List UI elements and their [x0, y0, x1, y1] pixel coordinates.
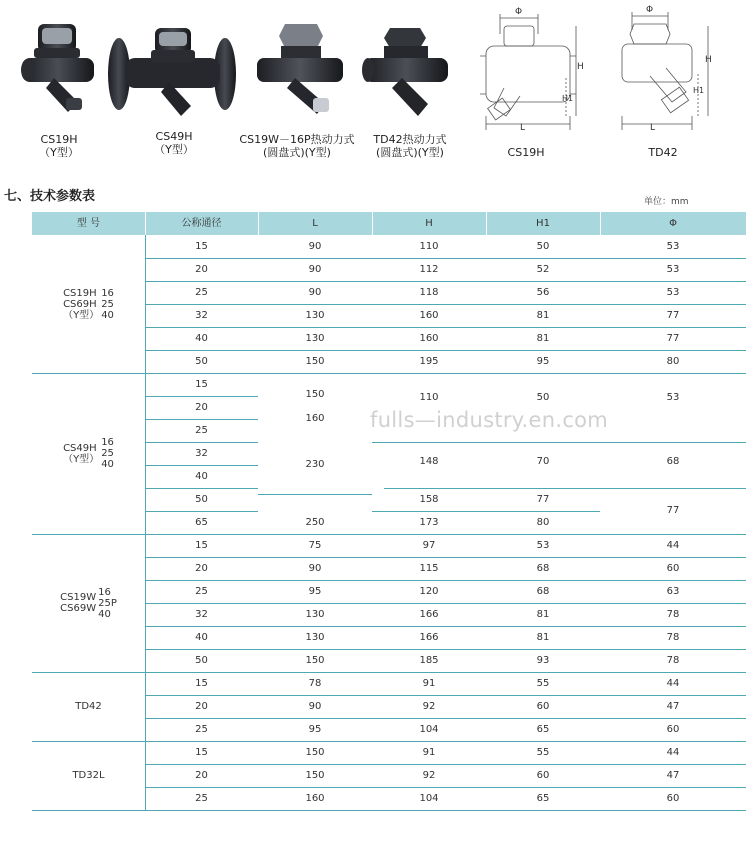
dim-phi-label: Φ: [646, 5, 654, 15]
table-cell: 150: [305, 356, 325, 367]
table-cell: 173: [419, 517, 439, 528]
row-rule: [145, 465, 258, 466]
table-cell: 110: [419, 392, 439, 403]
table-cell: 20: [195, 402, 208, 413]
header-model: 型 号: [76, 218, 101, 229]
pressure-ratings: [101, 437, 114, 470]
table-cell: 55: [536, 747, 550, 758]
row-rule: [600, 442, 746, 443]
row-rule: [145, 396, 258, 397]
table-cell: 110: [419, 241, 439, 252]
table-header: [32, 212, 746, 235]
table-cell: 53: [666, 241, 680, 252]
table-cell: 68: [666, 456, 680, 467]
table-cell: 104: [419, 724, 439, 735]
pressure-rating: 40: [98, 608, 111, 620]
model-label: [32, 741, 145, 810]
model-label-inner: [63, 437, 114, 470]
table-cell: 160: [305, 793, 325, 804]
table-cell: 32: [195, 310, 208, 321]
table-cell: 78: [666, 609, 680, 620]
pressure-rating: 25: [101, 298, 114, 310]
table-cell: 81: [536, 632, 550, 643]
table-cell: 65: [195, 517, 208, 528]
model-label: [32, 534, 145, 672]
pressure-rating: 40: [101, 459, 114, 470]
table-cell: 70: [536, 456, 550, 467]
table-cell: 40: [195, 333, 208, 344]
model-label: [32, 373, 145, 534]
table-cell: 115: [419, 563, 439, 574]
table-cell: 160: [419, 333, 439, 344]
row-rule: [145, 488, 258, 489]
header-h1: H1: [536, 218, 550, 229]
table-cell: 15: [195, 678, 208, 689]
watermark: fulls—industry.en.com: [370, 408, 609, 432]
product-name: CS19W－16P热动力式: [239, 133, 355, 146]
table-cell: 90: [308, 563, 322, 574]
dim-h-label: H: [705, 55, 712, 65]
header-h: H: [425, 218, 433, 229]
model-names: [63, 443, 99, 465]
cs19w-valve-photo: [255, 22, 345, 122]
row-rule: [145, 511, 258, 512]
row-rule: [258, 494, 372, 495]
table-cell: 77: [666, 310, 680, 321]
dim-phi-label: Φ: [515, 7, 523, 17]
table-cell: 32: [195, 448, 208, 459]
model-name-line: （Y型）: [63, 453, 100, 465]
table-cell: 65: [536, 724, 550, 735]
table-cell: 92: [422, 701, 436, 712]
table-cell: 40: [195, 471, 208, 482]
table-cell: 53: [536, 540, 550, 551]
table-cell: 75: [308, 540, 322, 551]
table-cell: 92: [422, 770, 436, 781]
table-cell: 55: [536, 678, 550, 689]
table-cell: 91: [422, 678, 436, 689]
table-cell: 91: [422, 747, 436, 758]
table-cell: 160: [305, 413, 325, 424]
model-names: [72, 770, 104, 781]
table-cell: 56: [536, 287, 550, 298]
table-cell: 50: [195, 655, 208, 666]
row-rule: [145, 442, 258, 443]
model-name-line: CS69H: [63, 298, 97, 310]
table-cell: 25: [195, 793, 208, 804]
row-rule: [372, 442, 600, 443]
table-cell: 158: [419, 494, 439, 505]
table-cell: 130: [305, 310, 325, 321]
table-cell: 78: [308, 678, 322, 689]
table-cell: 60: [536, 701, 550, 712]
table-cell: 44: [666, 747, 680, 758]
table-cell: 78: [666, 655, 680, 666]
table-cell: 15: [195, 540, 208, 551]
dim-l-label: L: [650, 123, 656, 133]
model-name-line: CS19W: [60, 592, 97, 603]
table-cell: 95: [536, 356, 550, 367]
model-names: [75, 701, 102, 712]
td42-dimension-drawing: [610, 4, 720, 140]
table-cell: 20: [195, 264, 208, 275]
table-cell: 80: [536, 517, 550, 528]
table-cell: 25: [195, 425, 208, 436]
table-cell: 93: [536, 655, 550, 666]
dim-h1-label: H1: [562, 94, 574, 103]
cs19h-dimension-drawing: [476, 4, 586, 140]
product-caption-cs19h: [22, 133, 96, 159]
table-cell: 78: [666, 632, 680, 643]
model-label-inner: [63, 288, 114, 321]
table-cell: 53: [666, 264, 680, 275]
product-caption-cs49h: [137, 130, 211, 156]
product-strip: [0, 0, 750, 165]
table-cell: 50: [536, 392, 550, 403]
table-cell: 130: [305, 632, 325, 643]
dim-h-label: H: [577, 62, 584, 72]
table-cell: 95: [308, 724, 322, 735]
header-dn: 公称通径: [181, 218, 222, 229]
table-cell: 90: [308, 701, 322, 712]
table-cell: 60: [536, 770, 550, 781]
table-cell: 95: [308, 586, 322, 597]
table-cell: 65: [536, 793, 550, 804]
table-cell: 25: [195, 586, 208, 597]
model-label: [32, 672, 145, 741]
table-cell: 130: [305, 333, 325, 344]
pressure-rating: 40: [101, 309, 114, 321]
table-cell: 53: [666, 392, 680, 403]
product-sub: (圆盘式)(Y型): [263, 146, 331, 159]
table-cell: 25: [195, 287, 208, 298]
unit-label: 单位：mm: [644, 197, 689, 207]
header-phi: Φ: [669, 218, 677, 229]
spec-table: [32, 212, 746, 833]
product-caption-td42: [362, 133, 458, 159]
table-cell: 104: [419, 793, 439, 804]
product-sub: （Y型）: [154, 143, 194, 156]
table-cell: 15: [195, 747, 208, 758]
table-cell: 120: [419, 586, 439, 597]
table-cell: 15: [195, 241, 208, 252]
table-cell: 148: [419, 456, 439, 467]
table-cell: 185: [419, 655, 439, 666]
table-cell: 150: [305, 747, 325, 758]
table-cell: 60: [666, 563, 680, 574]
row-rule: [145, 419, 258, 420]
cs49h-valve-photo: [105, 22, 240, 122]
table-cell: 150: [305, 770, 325, 781]
pressure-rating: 16: [101, 437, 114, 448]
table-cell: 150: [305, 389, 325, 400]
product-sub: (圆盘式)(Y型): [376, 146, 444, 159]
table-cell: 77: [536, 494, 550, 505]
product-name: CS49H: [155, 130, 193, 143]
dim-l-label: L: [520, 123, 526, 133]
table-cell: 68: [536, 563, 550, 574]
table-cell: 90: [308, 264, 322, 275]
table-cell: 50: [195, 494, 208, 505]
table-cell: 80: [666, 356, 680, 367]
pressure-rating: 16: [98, 586, 111, 598]
model-names: [63, 288, 99, 321]
section-title: 七、技术参数表: [4, 189, 96, 204]
drawing-caption-cs19h: CS19H: [507, 146, 545, 159]
pressure-rating: 16: [101, 287, 114, 299]
table-cell: 32: [195, 609, 208, 620]
table-cell: 47: [666, 701, 680, 712]
model-label-inner: [60, 587, 117, 620]
pressure-ratings: [101, 288, 114, 321]
table-cell: 20: [195, 770, 208, 781]
table-cell: 44: [666, 678, 680, 689]
table-cell: 81: [536, 609, 550, 620]
table-cell: 47: [666, 770, 680, 781]
product-caption-cs19w: [232, 133, 362, 159]
table-cell: 90: [308, 241, 322, 252]
table-cell: 166: [419, 632, 439, 643]
table-cell: 77: [666, 333, 680, 344]
pressure-rating: 25P: [98, 597, 117, 609]
model-name-line: TD42: [75, 701, 102, 712]
table-cell: 50: [195, 356, 208, 367]
table-cell: 160: [419, 310, 439, 321]
pressure-rating: 25: [101, 448, 114, 459]
dim-h1-label: H1: [693, 86, 705, 95]
model-name-line: CS49H: [63, 442, 97, 454]
table-cell: 15: [195, 379, 208, 390]
pressure-ratings: [98, 587, 117, 620]
model-label-inner: [72, 770, 104, 781]
table-cell: 20: [195, 563, 208, 574]
drawing-caption-td42: TD42: [648, 146, 678, 159]
model-name-line: CS69W: [60, 603, 97, 614]
td42-valve-photo: [362, 26, 452, 124]
table-cell: 118: [419, 287, 439, 298]
model-name-line: （Y型）: [63, 309, 100, 321]
model-names: [60, 592, 96, 614]
table-cell: 230: [305, 459, 325, 470]
table-cell: 40: [195, 632, 208, 643]
table-cell: 250: [305, 517, 325, 528]
table-cell: 53: [666, 287, 680, 298]
model-name-line: TD32L: [72, 770, 105, 781]
table-cell: 81: [536, 333, 550, 344]
table-cell: 44: [666, 540, 680, 551]
table-cell: 150: [305, 655, 325, 666]
product-name: TD42热动力式: [373, 133, 447, 146]
table-cell: 63: [666, 586, 680, 597]
product-name: CS19H: [40, 133, 78, 146]
table-cell: 90: [308, 287, 322, 298]
table-cell: 60: [666, 793, 680, 804]
model-name-line: CS19H: [63, 287, 97, 299]
table-cell: 20: [195, 701, 208, 712]
table-cell: 77: [666, 505, 680, 516]
table-cell: 52: [536, 264, 550, 275]
model-label: [32, 235, 145, 373]
row-rule: [600, 488, 746, 489]
table-cell: 112: [419, 264, 439, 275]
model-label-inner: [75, 701, 102, 712]
table-cell: 68: [536, 586, 550, 597]
table-cell: 195: [419, 356, 439, 367]
table-cell: 60: [666, 724, 680, 735]
table-cell: 97: [422, 540, 436, 551]
header-l: L: [312, 218, 318, 229]
table-cell: 81: [536, 310, 550, 321]
product-sub: （Y型）: [39, 146, 79, 159]
table-cell: 166: [419, 609, 439, 620]
cs19h-valve-photo: [20, 18, 100, 118]
group-rule: [32, 810, 746, 811]
table-cell: 50: [536, 241, 550, 252]
table-cell: 130: [305, 609, 325, 620]
table-cell: 25: [195, 724, 208, 735]
